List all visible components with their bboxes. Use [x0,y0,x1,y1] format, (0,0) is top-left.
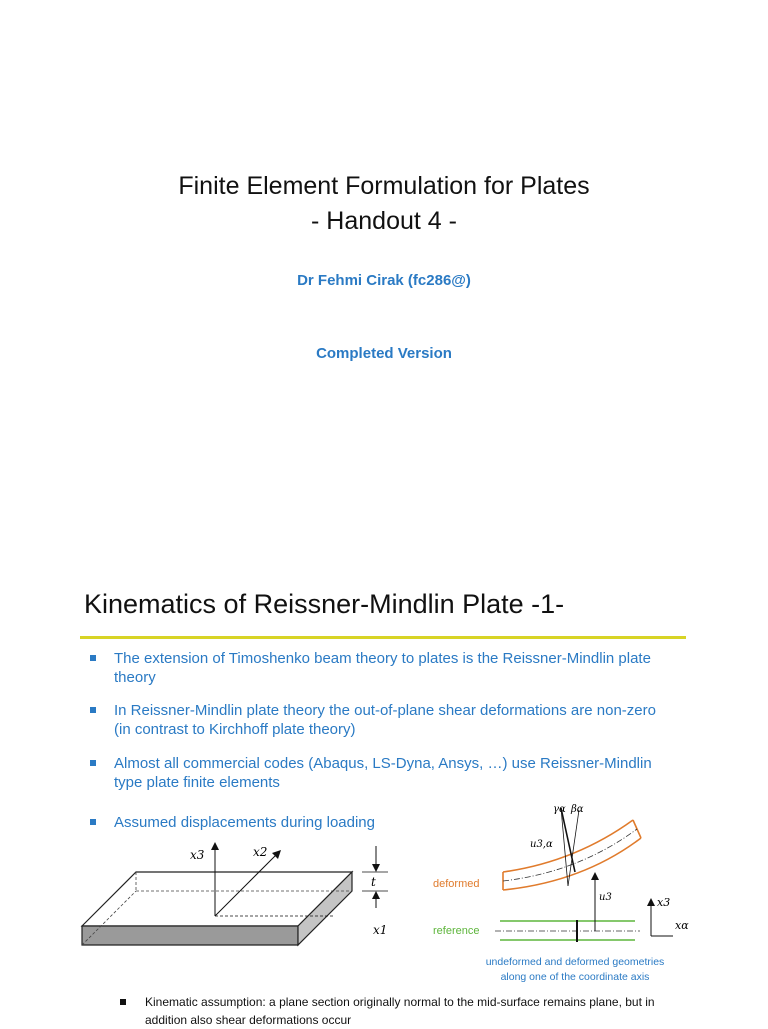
page-subtitle: - Handout 4 - [311,207,457,235]
gamma-label: γα [553,804,566,815]
bullet-square-icon [90,760,96,766]
heading-rule [80,636,686,639]
bullet-square-icon [90,819,96,825]
deformation-diagram [495,790,695,950]
axis-xa-label: xα [675,919,689,932]
version-label: Completed Version [316,345,452,362]
beta-label: βα [571,804,584,815]
plate-front-face [82,926,298,945]
caption-line-1: undeformed and deformed geometries [485,956,665,968]
bullet-square-icon [90,655,96,661]
u3-label: u3 [599,892,612,903]
x1-label: x1 [373,923,388,937]
deformed-label: deformed [433,878,480,890]
sub-bullet-text: Kinematic assumption: a plane section originally normal to the mid-surface remains plane, but in addition also shear deformations occur [145,995,655,1027]
plate-diagram [70,838,410,948]
x2-label: x2 [253,845,268,859]
author-name: Dr Fehmi Cirak (fc286@) [297,272,471,289]
slide-heading: Kinematics of Reissner-Mindlin Plate -1- [84,589,565,619]
x3-label: x3 [190,848,205,862]
t-label: t [371,875,376,889]
reference-label: reference [433,925,480,937]
bullet-text: Almost all commercial codes (Abaqus, LS-Dyna, Ansys, …) use Reissner-Mindlin type plate finite elements [114,755,652,791]
bullet-text: The extension of Timoshenko beam theory to plates is the Reissner-Mindlin plate theory [114,650,651,686]
axis-x3-label: x3 [657,896,671,909]
u3a-label: u3,α [530,839,553,850]
bullet-text: In Reissner-Mindlin plate theory the out-of-plane shear deformations are non-zero (in contrast to Kirchhoff plate theory) [114,702,656,738]
bullet-text: Assumed displacements during loading [114,814,375,831]
bullet-square-icon [120,999,126,1005]
figure-caption [460,955,690,985]
bullet-square-icon [90,707,96,713]
page-title: Finite Element Formulation for Plates [178,172,590,200]
caption-line-2: along one of the coordinate axis [500,971,650,983]
